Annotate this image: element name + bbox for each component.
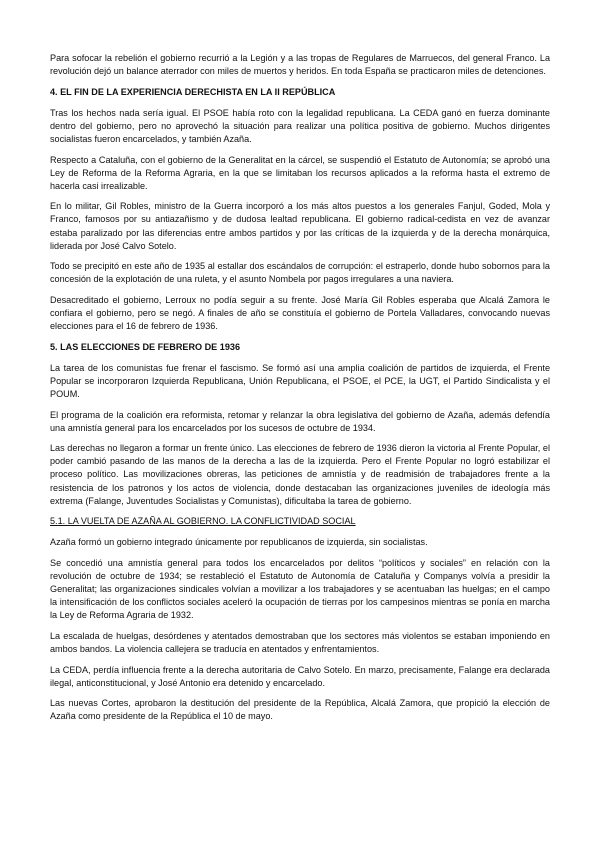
- document-page: [50, 52, 550, 731]
- paragraph-new-cortes: Las nuevas Cortes, aprobaron la destitución del presidente de la República, Alcalá Zamora, que propició la elección de Azaña como presidente de la República el 10 de mayo.: [50, 698, 550, 722]
- paragraph-popular-front: La tarea de los comunistas fue frenar el fascismo. Se formó así una amplia coalición de partidos de izquierda, el Frente Popular se incorporaron Izquierda Republicana, Unión Republicana, el PSOE, el PCE, la UGT, el Partido Sindicalista y el POUM.: [50, 362, 550, 399]
- paragraph-azana-government: Azaña formó un gobierno integrado únicamente por republicanos de izquierda, sin socialistas.: [50, 537, 428, 548]
- subsection-heading-5-1: 5.1. LA VUELTA DE AZAÑA AL GOBIERNO. LA CONFLICTIVIDAD SOCIAL: [50, 516, 356, 527]
- paragraph-military: En lo militar, Gil Robles, ministro de la Guerra incorporó a los más altos puestos a los generales Fanjul, Goded, Mola y Franco, famosos por su antiazañismo y de dudosa lealtad republicana. El gobierno radical-cedista en vez de avanzar estaba paralizado por las diferencias entre ambos partidos y por las críticas de la izquierda y de la derecha monárquica, liderada por José Calvo Sotelo.: [50, 201, 550, 251]
- paragraph-scandals: Todo se precipitó en este año de 1935 al estallar dos escándalos de corrupción: el estraperlo, donde hubo sobornos para la concesión de la explotación de una ruleta, y el asunto Nombela por pagos irregulares a una naviera.: [50, 261, 550, 285]
- paragraph-elections: Las derechas no llegaron a formar un frente único. Las elecciones de febrero de 1936 dieron la victoria al Frente Popular, el poder cambió pasando de las manos de la derecha a las de la izquierda. Pero el Frente Popular no logró estabilizar el proceso político. Las movilizaciones obreras, las peticiones de amnistía y de readmisión de trabajadores frente a la resistencia de los patronos y los actos de violencia, donde destacaban las organizaciones juveniles de ideología más extrema (Falange, Juventudes Socialistas y Comunistas), dificultaba la tarea de gobierno.: [50, 443, 550, 506]
- paragraph-lerroux: Desacreditado el gobierno, Lerroux no podía seguir a su frente. José María Gil Robles esperaba que Alcalá Zamora le confiara el gobierno, pero se negó. A finales de año se constituía el gobierno de Portela Valladares, convocando nuevas elecciones para el 16 de febrero de 1936.: [50, 294, 550, 332]
- paragraph-after-events: Tras los hechos nada sería igual. El PSOE había roto con la legalidad republicana. La CEDA ganó en fuerza dominante dentro del gobierno, pero no aprovechó la situación para realizar una política positiva de gobierno. Muchos dirigentes socialistas fueron encarcelados, y también Azaña.: [50, 107, 550, 144]
- paragraph-ceda: La CEDA, perdía influencia frente a la derecha autoritaria de Calvo Sotelo. En marzo, precisamente, Falange era declarada ilegal, anticonstitucional, y José Antonio era detenido y encarcelado.: [50, 664, 550, 688]
- paragraph-program: El programa de la coalición era reformista, retomar y relanzar la obra legislativa del gobierno de Azaña, además defendía una amnistía general para los encarcelados por los sucesos de octubre de 1934.: [50, 409, 550, 433]
- paragraph-violence: La escalada de huelgas, desórdenes y atentados demostraban que los sectores más violentos se estaban imponiendo en ambos bandos. La violencia callejera se traducía en atentados y enfrentamientos.: [50, 630, 550, 654]
- section-heading-4: 4. EL FIN DE LA EXPERIENCIA DERECHISTA EN LA II REPÚBLICA: [50, 86, 336, 97]
- paragraph-catalonia: Respecto a Cataluña, con el gobierno de la Generalitat en la cárcel, se suspendió el Estatuto de Autonomía; se aprobó una Ley de Reforma de la Reforma Agraria, en la que se limitaban los recursos aplicados a la reforma hasta el extremo de hacerla casi irrealizable.: [50, 154, 550, 191]
- paragraph-amnesty: Se concedió una amnistía general para todos los encarcelados por delitos “políticos y sociales” en relación con la revolución de octubre de 1934; se restableció el Estatuto de Autonomía de Cataluña y Companys volvía a presidir la Generalitat; las organizaciones sindicales volvían a movilizar a los trabajadores y se acentuaban las huelgas; en el campo la intensificación de los conflictos sociales aceleró la ocupación de tierras por los campesinos mientras se ponía en marcha la Ley de Reforma Agraria de 1932.: [50, 557, 550, 621]
- paragraph-rebellion: Para sofocar la rebelión el gobierno recurrió a la Legión y a las tropas de Regulares de Marruecos, del general Franco. La revolución dejó un balance aterrador con miles de muertos y heridos. En toda España se practicaron miles de detenciones.: [50, 53, 550, 77]
- section-heading-5: 5. LAS ELECCIONES DE FEBRERO DE 1936: [50, 341, 241, 352]
